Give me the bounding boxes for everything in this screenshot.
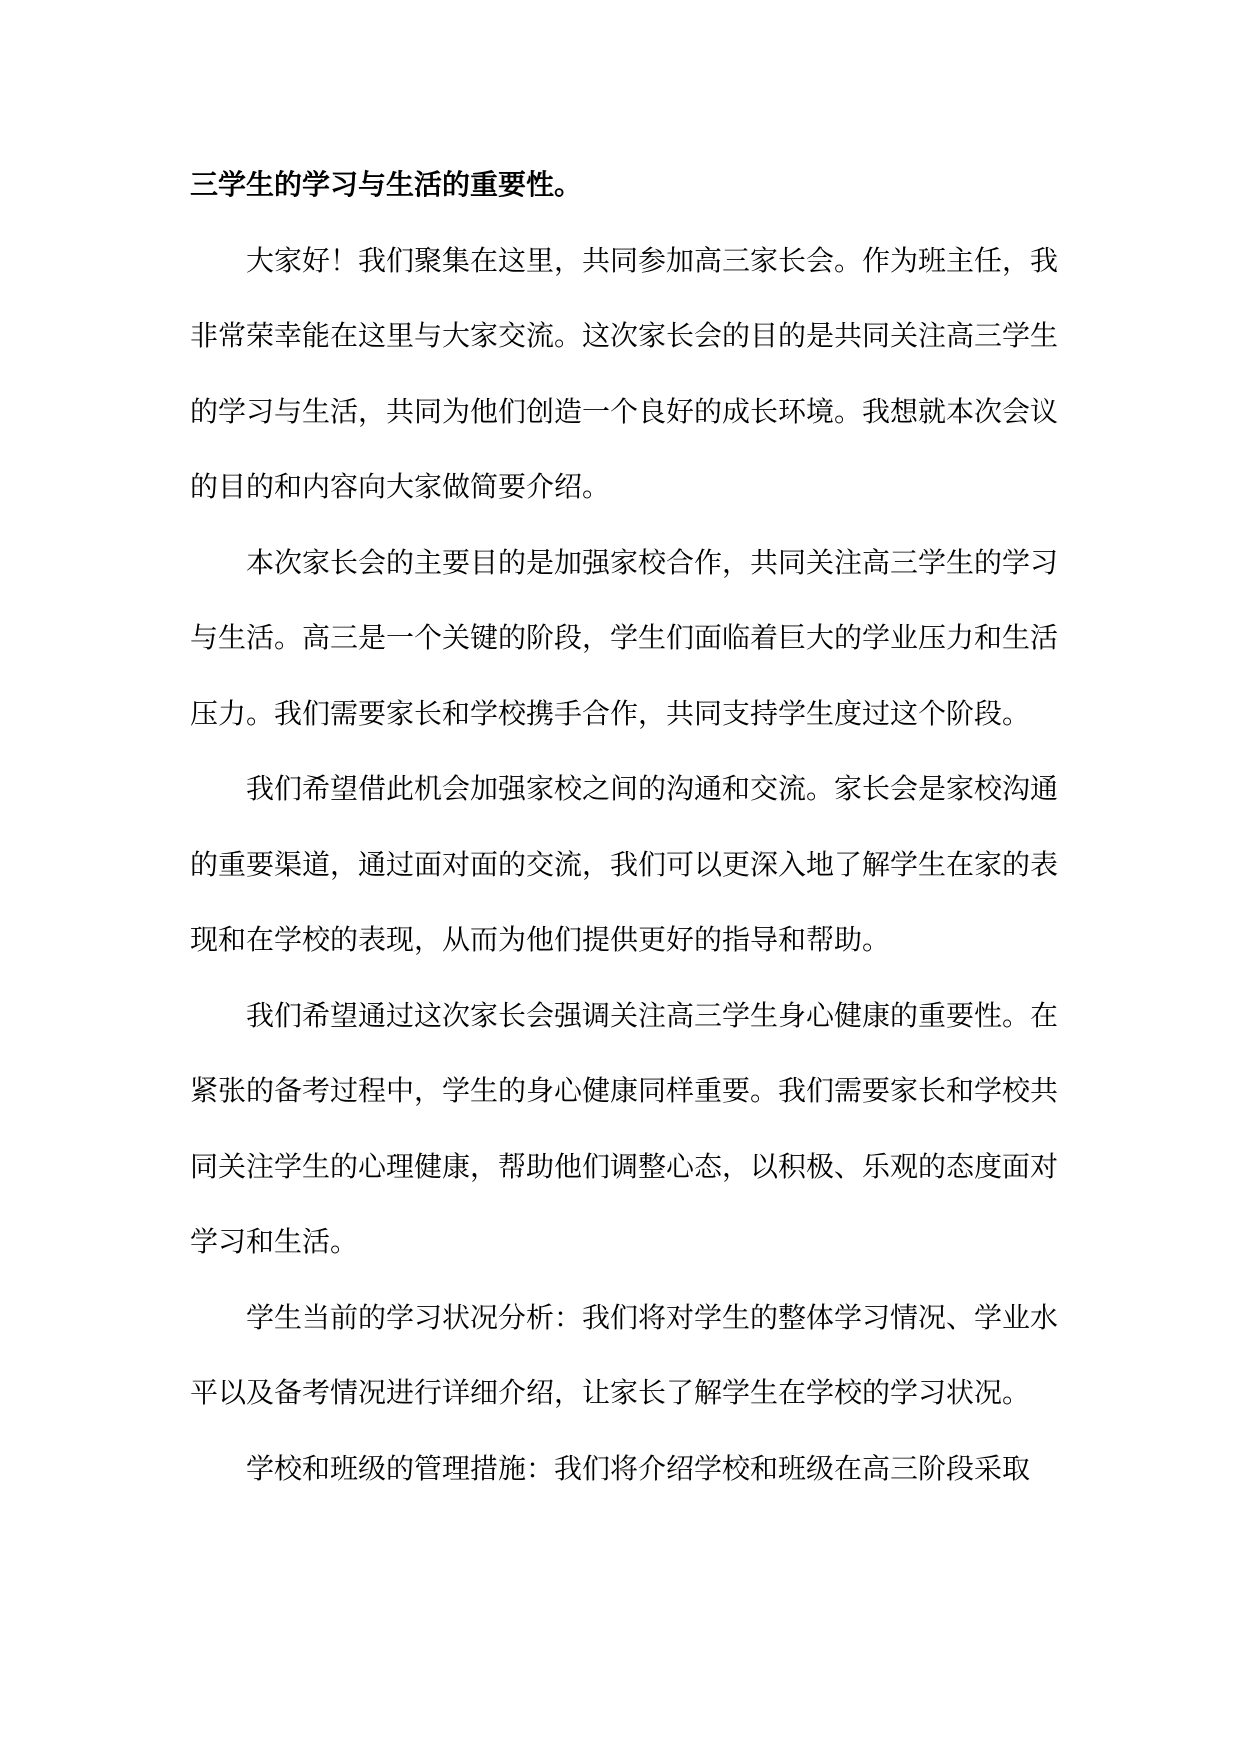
paragraph-purpose: 本次家长会的主要目的是加强家校合作，共同关注高三学生的学习与生活。高三是一个关键的阶段，学生们面临着巨大的学业压力和生活压力。我们需要家长和学校携手合作，共同支持学生度过这个阶段。	[190, 545, 1059, 730]
paragraph-communication: 我们希望借此机会加强家校之间的沟通和交流。家长会是家校沟通的重要渠道，通过面对面的交流，我们可以更深入地了解学生在家的表现和在学校的表现，从而为他们提供更好的指导和帮助。	[190, 772, 1059, 956]
document-body	[190, 147, 1058, 1506]
section-heading: 三学生的学习与生活的重要性。	[190, 168, 583, 201]
paragraph-health: 我们希望通过这次家长会强调关注高三学生身心健康的重要性。在紧张的备考过程中，学生的身心健康同样重要。我们需要家长和学校共同关注学生的心理健康，帮助他们调整心态，以积极、乐观的态度面对学习和生活。	[190, 998, 1059, 1258]
paragraph-study-analysis: 学生当前的学习状况分析：我们将对学生的整体学习情况、学业水平以及备考情况进行详细介绍，让家长了解学生在学校的学习状况。	[190, 1300, 1059, 1409]
paragraph-greeting: 大家好！我们聚集在这里，共同参加高三家长会。作为班主任，我非常荣幸能在这里与大家交流。这次家长会的目的是共同关注高三学生的学习与生活，共同为他们创造一个良好的成长环境。我想就本次会议的目的和内容向大家做简要介绍。	[190, 243, 1059, 503]
paragraph-management: 学校和班级的管理措施：我们将介绍学校和班级在高三阶段采取	[246, 1451, 1031, 1485]
